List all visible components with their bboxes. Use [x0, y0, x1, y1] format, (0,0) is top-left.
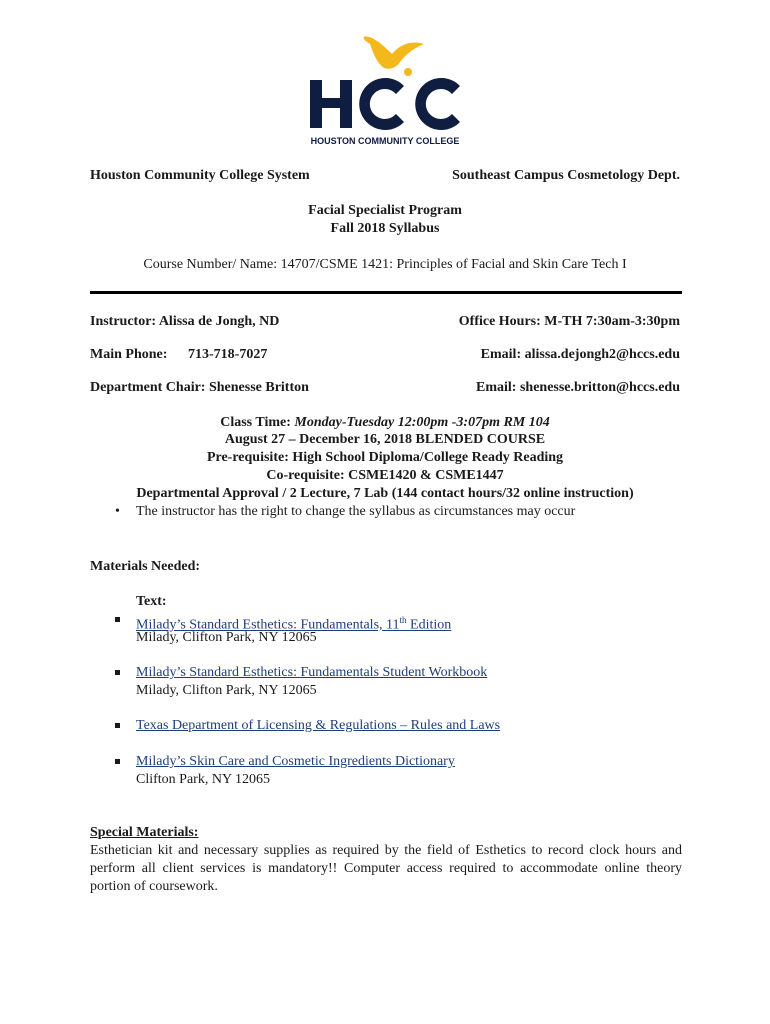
college-system: Houston Community College System [90, 168, 310, 183]
textbook-1-publisher: Milady, Clifton Park, NY 12065 [136, 630, 317, 645]
textbook-4-publisher: Clifton Park, NY 12065 [136, 772, 271, 787]
class-time [0, 414, 770, 432]
campus-dept: Southeast Campus Cosmetology Dept. [452, 168, 680, 183]
syllabus-change-note: The instructor has the right to change the syllabus as circumstances may occur [136, 504, 576, 519]
square-bullet-icon [115, 723, 120, 728]
bullet-dot-icon: • [115, 504, 120, 519]
tdlr-rules-link[interactable]: Texas Department of Licensing & Regulations – Rules and Laws [136, 718, 501, 733]
text-label: Text: [136, 594, 167, 609]
textbook-1-sup: th [399, 615, 407, 625]
departmental-approval: Departmental Approval / 2 Lecture, 7 Lab (144 contact hours/32 online instruction) [136, 486, 634, 501]
syllabus-term: Fall 2018 Syllabus [330, 221, 440, 236]
textbook-2-publisher: Milady, Clifton Park, NY 12065 [136, 683, 317, 698]
phone-number: 713-718-7027 [188, 347, 268, 362]
class-time-value: Monday-Tuesday 12:00pm -3:07pm RM 104 [294, 415, 550, 430]
square-bullet-icon [115, 759, 120, 764]
special-materials-body: Esthetician kit and necessary supplies as required by the field of Esthetics to record clock hours and perform all client services is mandatory!! Computer access required to accommodate online theory portion of coursework. [90, 843, 682, 894]
textbook-1-title: Milady’s Standard Esthetics: Fundamentals, 11 [136, 617, 400, 633]
hcc-logo [300, 34, 470, 152]
office-hours: Office Hours: M-TH 7:30am-3:30pm [458, 314, 680, 329]
corequisite: Co-requisite: CSME1420 & CSME1447 [266, 468, 504, 483]
class-time-label: Class Time: [220, 415, 295, 430]
prerequisite: Pre-requisite: High School Diploma/College Ready Reading [206, 450, 564, 465]
special-materials-heading: Special Materials: [90, 825, 199, 840]
divider [90, 291, 682, 294]
eagle-logo-icon [300, 34, 470, 152]
materials-heading: Materials Needed: [90, 559, 201, 574]
course-name: Course Number/ Name: 14707/CSME 1421: Principles of Facial and Skin Care Tech I [143, 257, 627, 272]
logo-subtitle: HOUSTON COMMUNITY COLLEGE [310, 136, 460, 146]
ingredients-dictionary-link[interactable]: Milady’s Skin Care and Cosmetic Ingredients Dictionary [136, 754, 455, 769]
phone-label: Main Phone: [90, 347, 168, 362]
square-bullet-icon [115, 670, 120, 675]
instructor: Instructor: Alissa de Jongh, ND [90, 314, 280, 329]
square-bullet-icon [115, 617, 120, 622]
instructor-email[interactable]: Email: alissa.dejongh2@hccs.edu [480, 347, 680, 362]
course-dates: August 27 – December 16, 2018 BLENDED COURSE [224, 432, 546, 447]
department-chair: Department Chair: Shenesse Britton [90, 380, 309, 395]
textbook-1-suffix: Edition [406, 617, 452, 633]
program-title: Facial Specialist Program [308, 203, 462, 218]
textbook-workbook-link[interactable]: Milady’s Standard Esthetics: Fundamentals Student Workbook [136, 665, 488, 680]
chair-email[interactable]: Email: shenesse.britton@hccs.edu [476, 380, 680, 395]
